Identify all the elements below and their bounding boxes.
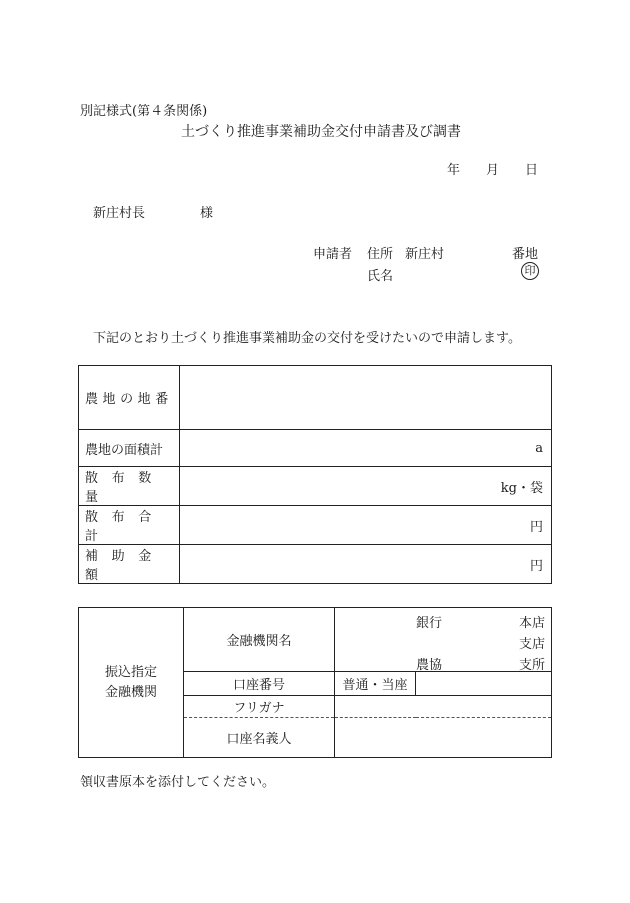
transfer-institution-label: 振込指定 金融機関 (79, 608, 184, 758)
row-label-spread-total: 散布合計 (79, 506, 180, 545)
land-area-input[interactable] (180, 430, 552, 467)
unit-kg-bag: kg・袋 (500, 480, 543, 496)
applicant-address-label: 住所 (367, 247, 394, 262)
account-number-label: 口座番号 (184, 672, 335, 696)
row-label-subsidy-amount: 補助金額 (79, 545, 180, 584)
institution-name-label: 金融機関名 (184, 608, 335, 672)
sub-branch-label: 支所 (518, 657, 545, 673)
table-row (79, 366, 552, 430)
row-label-land-area: 農地の面積計 (79, 430, 180, 467)
table-row (79, 506, 552, 545)
applicant-name-label: 氏名 (367, 269, 394, 284)
applicant-role-label: 申請者 (313, 247, 353, 262)
application-statement: 下記のとおり土づくり推進事業補助金の交付を受けたいので申請します。 (93, 331, 521, 346)
seal-icon: 印 (521, 262, 539, 280)
bank-label: 銀行 (416, 615, 443, 631)
footer-note: 領収書原本を添付してください。 (80, 775, 276, 790)
table-row (79, 430, 552, 467)
bank-transfer-table (78, 607, 552, 758)
addressee-honorific: 様 (200, 206, 214, 221)
account-holder-input[interactable] (335, 718, 552, 758)
subsidy-amount-input[interactable] (180, 545, 552, 584)
branch-label: 支店 (518, 636, 545, 652)
furigana-label: フリガナ (184, 696, 335, 718)
institution-name-field[interactable] (335, 608, 552, 672)
furigana-input[interactable] (335, 696, 552, 718)
details-table (78, 365, 552, 584)
form-title: 土づくり推進事業補助金交付申請書及び調書 (181, 124, 461, 140)
form-reference: 別記様式(第４条関係) (80, 104, 208, 119)
addressee-name: 新庄村長 (93, 206, 146, 221)
table-row (79, 467, 552, 506)
date-month-field[interactable]: 月 (486, 163, 500, 178)
applicant-village: 新庄村 (405, 247, 445, 262)
row-label-spread-quantity: 散布数量 (79, 467, 180, 506)
date-day-field[interactable]: 日 (525, 163, 539, 178)
land-lot-input[interactable] (180, 366, 552, 430)
table-row (79, 608, 552, 672)
unit-are: a (535, 440, 543, 456)
head-office-label: 本店 (518, 615, 545, 631)
agricultural-coop-label: 農協 (416, 657, 443, 673)
row-label-land-lot: 農地の地番 (79, 366, 180, 430)
spread-total-input[interactable] (180, 506, 552, 545)
account-type-select[interactable]: 普通・当座 (335, 672, 416, 696)
unit-yen: 円 (529, 558, 543, 574)
account-number-input[interactable] (416, 672, 552, 696)
account-holder-label: 口座名義人 (184, 718, 335, 758)
spread-quantity-input[interactable] (180, 467, 552, 506)
seal-mark (521, 262, 539, 280)
date-year-field[interactable]: 年 (447, 163, 461, 178)
unit-yen: 円 (529, 519, 543, 535)
applicant-lot-suffix: 番地 (512, 247, 539, 262)
table-row (79, 545, 552, 584)
